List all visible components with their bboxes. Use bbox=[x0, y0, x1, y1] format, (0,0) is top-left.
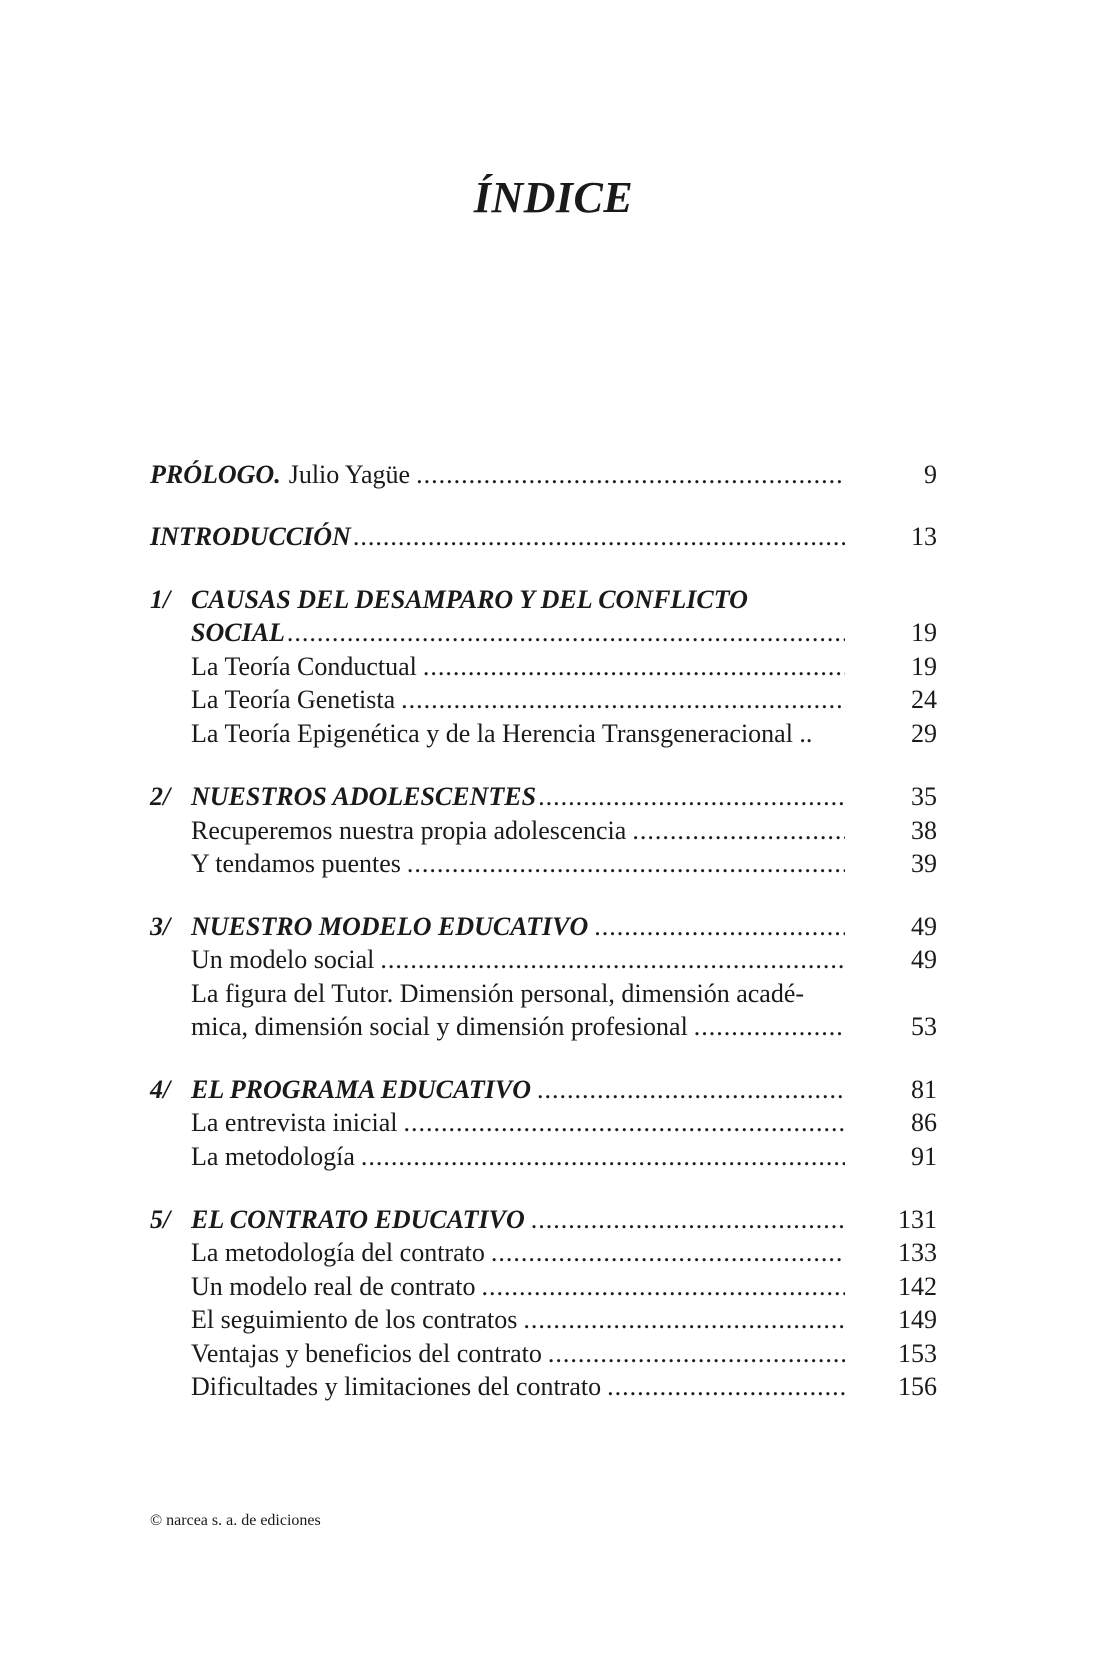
page-number: 29 bbox=[911, 719, 937, 748]
page-number: 153 bbox=[898, 1339, 937, 1368]
toc-entry-chapter-2[interactable] bbox=[191, 780, 937, 814]
leader-dots bbox=[416, 458, 845, 492]
chapter-title: EL PROGRAMA EDUCATIVO bbox=[191, 1075, 532, 1104]
toc-entry-section[interactable] bbox=[191, 847, 937, 881]
toc-entry-section[interactable] bbox=[191, 1236, 937, 1270]
toc-entry-chapter-1[interactable] bbox=[191, 616, 937, 650]
section-label: Recuperemos nuestra propia adolescencia bbox=[191, 816, 627, 845]
toc-entry-section[interactable] bbox=[191, 1337, 937, 1371]
section-label-line-1[interactable]: La figura del Tutor. Dimensión personal, dimensión acadé- bbox=[191, 979, 805, 1008]
leader-dots bbox=[380, 943, 845, 977]
toc-entry-introduccion[interactable] bbox=[150, 520, 937, 554]
leader-dots bbox=[538, 780, 845, 814]
toc-entry-chapter-5[interactable] bbox=[191, 1203, 937, 1237]
prologo-author: Julio Yagüe bbox=[288, 460, 411, 489]
leader-dots bbox=[353, 520, 845, 554]
section-label: La Teoría Epigenética y de la Herencia Transgeneracional .. bbox=[191, 719, 813, 748]
page-number: 39 bbox=[911, 849, 937, 878]
leader-dots bbox=[401, 683, 845, 717]
page-number: 81 bbox=[911, 1075, 937, 1104]
leader-dots bbox=[694, 1010, 845, 1044]
toc-entry-section[interactable] bbox=[191, 814, 937, 848]
section-label: Un modelo social bbox=[191, 945, 375, 974]
page-number: 19 bbox=[911, 652, 937, 681]
section-label: Y tendamos puentes bbox=[191, 849, 401, 878]
leader-dots bbox=[491, 1236, 845, 1270]
leader-dots bbox=[407, 847, 845, 881]
page-number: 19 bbox=[911, 618, 937, 647]
page-number: 9 bbox=[924, 460, 937, 489]
page-number: 49 bbox=[911, 912, 937, 941]
toc-entry-section[interactable] bbox=[191, 683, 937, 717]
chapter-title: EL CONTRATO EDUCATIVO bbox=[191, 1205, 525, 1234]
leader-dots bbox=[361, 1140, 845, 1174]
page-number: 35 bbox=[911, 782, 937, 811]
leader-dots bbox=[632, 814, 845, 848]
section-label: Ventajas y beneficios del contrato bbox=[191, 1339, 542, 1368]
page-number: 86 bbox=[911, 1108, 937, 1137]
chapter-title: NUESTRO MODELO EDUCATIVO bbox=[191, 912, 589, 941]
section-label: La Teoría Genetista bbox=[191, 685, 396, 714]
section-label: La metodología bbox=[191, 1142, 355, 1171]
leader-dots bbox=[403, 1106, 845, 1140]
page-number: 24 bbox=[911, 685, 937, 714]
page-number: 156 bbox=[898, 1372, 937, 1401]
leader-dots bbox=[287, 616, 845, 650]
toc-entry-section[interactable] bbox=[191, 1370, 937, 1404]
page-number: 142 bbox=[898, 1272, 937, 1301]
section-label: La Teoría Conductual bbox=[191, 652, 417, 681]
introduccion-label: INTRODUCCIÓN bbox=[150, 522, 351, 551]
toc-entry-section[interactable] bbox=[191, 1303, 937, 1337]
chapter-number: 2/ bbox=[150, 782, 171, 811]
leader-dots bbox=[607, 1370, 845, 1404]
leader-dots bbox=[523, 1303, 845, 1337]
toc-entry-section[interactable] bbox=[191, 1106, 937, 1140]
section-label: La entrevista inicial bbox=[191, 1108, 398, 1137]
toc-entry-section[interactable] bbox=[191, 1010, 937, 1044]
page-number: 149 bbox=[898, 1305, 937, 1334]
toc-entry-section[interactable] bbox=[191, 943, 937, 977]
leader-dots bbox=[481, 1270, 845, 1304]
prologo-label: PRÓLOGO. bbox=[150, 460, 281, 489]
section-label: mica, dimensión social y dimensión profesional bbox=[191, 1012, 688, 1041]
page-number: 49 bbox=[911, 945, 937, 974]
page-number: 13 bbox=[911, 522, 937, 551]
section-label: Un modelo real de contrato bbox=[191, 1272, 476, 1301]
page-number: 133 bbox=[898, 1238, 937, 1267]
section-label: El seguimiento de los contratos bbox=[191, 1305, 518, 1334]
toc-entry-section[interactable] bbox=[191, 717, 937, 751]
leader-dots bbox=[423, 650, 845, 684]
chapter-title[interactable]: CAUSAS DEL DESAMPARO Y DEL CONFLICTO bbox=[191, 585, 748, 614]
section-label: La metodología del contrato bbox=[191, 1238, 485, 1267]
page-title: ÍNDICE bbox=[473, 173, 634, 222]
section-label: Dificultades y limitaciones del contrato bbox=[191, 1372, 602, 1401]
toc-entry-section[interactable] bbox=[191, 650, 937, 684]
page-number: 38 bbox=[911, 816, 937, 845]
chapter-number: 4/ bbox=[150, 1075, 171, 1104]
copyright-footer: © narcea s. a. de ediciones bbox=[150, 1512, 321, 1529]
leader-dots bbox=[531, 1203, 845, 1237]
page-number: 131 bbox=[898, 1205, 937, 1234]
leader-dots bbox=[594, 910, 845, 944]
toc-entry-section[interactable] bbox=[191, 1140, 937, 1174]
toc-entry-prologo[interactable] bbox=[150, 458, 937, 492]
chapter-number: 3/ bbox=[150, 912, 171, 941]
page-number: 91 bbox=[911, 1142, 937, 1171]
chapter-title: NUESTROS ADOLESCENTES bbox=[191, 782, 537, 811]
chapter-number: 5/ bbox=[150, 1205, 171, 1234]
toc-entry-chapter-4[interactable] bbox=[191, 1073, 937, 1107]
chapter-number: 1/ bbox=[150, 585, 171, 614]
chapter-title-continued: SOCIAL bbox=[191, 618, 285, 647]
leader-dots bbox=[548, 1337, 845, 1371]
page-number: 53 bbox=[911, 1012, 937, 1041]
toc-entry-section[interactable] bbox=[191, 1270, 937, 1304]
leader-dots bbox=[537, 1073, 845, 1107]
toc-entry-chapter-3[interactable] bbox=[191, 910, 937, 944]
